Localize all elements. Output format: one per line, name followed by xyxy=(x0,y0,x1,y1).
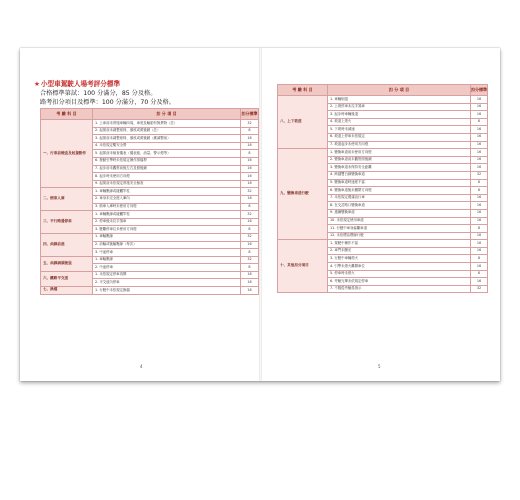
points-cell: 16 xyxy=(471,194,488,202)
points-cell: 16 xyxy=(471,217,488,225)
points-cell: 32 xyxy=(241,120,259,128)
subject-cell: 七、換檔 xyxy=(41,287,93,295)
points-cell: 16 xyxy=(471,149,488,157)
header-points: 扣分標準 xyxy=(471,85,488,96)
book-spread xyxy=(20,48,500,381)
header-subject: 考 驗 科 目 xyxy=(278,85,328,96)
right-scoring-table xyxy=(277,84,488,293)
item-cell: 6. 坡道上停車未依規定 xyxy=(328,133,471,141)
header-item: 扣 分 項 目 xyxy=(328,85,471,96)
points-cell: 16 xyxy=(471,247,488,255)
item-cell: 3. 起駕前未調整座椅、頭枕或照後鏡（應調整前） xyxy=(93,135,241,143)
points-cell: 8 xyxy=(241,203,259,211)
item-cell: 4. 引擎未熄火離開車位 xyxy=(328,263,471,271)
points-cell: 16 xyxy=(471,126,488,134)
star-icon: ★ xyxy=(34,80,40,88)
header-item: 扣 分 項 目 xyxy=(93,109,241,120)
table-row xyxy=(278,96,488,104)
points-cell: 8 xyxy=(241,226,259,234)
item-cell: 8. 在交岔路口變換車道 xyxy=(328,202,471,210)
table-row xyxy=(41,256,259,264)
item-cell: 2. 起駕前未調整座椅、頭枕或照後鏡（註） xyxy=(93,127,241,135)
item-cell: 4. 坡道上熄火 xyxy=(328,118,471,126)
points-cell: 16 xyxy=(471,202,488,210)
points-cell: 8 xyxy=(471,187,488,195)
table-row xyxy=(278,240,488,248)
points-cell: 8 xyxy=(471,270,488,278)
points-cell: 16 xyxy=(241,157,259,165)
item-cell: 8. 起步時未使用方向燈 xyxy=(93,173,241,181)
points-cell: 16 xyxy=(241,271,259,279)
right-page xyxy=(260,48,500,381)
item-cell: 9. 起駕前未依規定實施安全檢查 xyxy=(93,180,241,188)
table-row xyxy=(41,211,259,219)
points-cell: 8 xyxy=(471,255,488,263)
item-cell: 1. 車輛倒退 xyxy=(328,96,471,104)
item-cell: 2. 平交道內停車 xyxy=(93,279,241,287)
item-cell: 5. 停車時未熄火 xyxy=(328,270,471,278)
item-cell: 2. 前輪或後輪壓線（每次） xyxy=(93,241,241,249)
page-number-right: 5 xyxy=(378,364,381,369)
points-cell: 16 xyxy=(241,180,259,188)
item-cell: 5. 變換車道時速度不當 xyxy=(328,179,471,187)
subject-cell: 八、上下坡道 xyxy=(278,96,328,149)
item-cell: 1. 車輛壓線或碰觸竿柱 xyxy=(93,188,241,196)
points-cell: 32 xyxy=(471,171,488,179)
points-cell: 16 xyxy=(471,164,488,172)
points-cell: 32 xyxy=(471,285,488,293)
points-cell: 16 xyxy=(471,240,488,248)
item-cell: 2. 中途停車 xyxy=(93,264,241,272)
points-cell: 16 xyxy=(241,165,259,173)
item-cell: 3. 起步時車輛後退 xyxy=(328,111,471,119)
item-cell: 2. 停車後未拉手煞車 xyxy=(93,218,241,226)
subject-cell: 五、曲線調頭後退 xyxy=(41,256,93,271)
points-cell: 16 xyxy=(471,263,488,271)
table-row xyxy=(41,287,259,295)
points-cell: 16 xyxy=(471,111,488,119)
item-cell: 4. 未依規定繫安全帶 xyxy=(93,142,241,150)
points-cell: 8 xyxy=(241,264,259,272)
points-cell: 8 xyxy=(241,249,259,257)
item-cell: 1. 車輛壓線或碰觸竿柱 xyxy=(93,211,241,219)
item-cell: 7. 不服從考驗員指示 xyxy=(328,285,471,293)
left-page xyxy=(20,48,260,381)
subject-cell: 六、鐵路平交道 xyxy=(41,271,93,286)
item-cell: 2. 車門未關妥 xyxy=(328,247,471,255)
points-cell: 16 xyxy=(471,232,488,240)
points-cell: 16 xyxy=(471,141,488,149)
points-cell: 16 xyxy=(241,142,259,150)
table-row xyxy=(41,188,259,196)
item-cell: 3. 行駛中車輛熄火 xyxy=(328,255,471,263)
item-cell: 1. 車輪壓線 xyxy=(93,256,241,264)
left-scoring-table xyxy=(40,108,259,295)
points-cell: 16 xyxy=(241,241,259,249)
item-cell: 9. 連續變換車道 xyxy=(328,209,471,217)
points-cell: 16 xyxy=(471,209,488,217)
points-cell: 8 xyxy=(241,127,259,135)
subject-cell: 十、其他扣分項目 xyxy=(278,240,328,293)
item-cell: 3. 駛離停車位未使用方向燈 xyxy=(93,226,241,234)
item-cell: 3. 中途停車 xyxy=(93,249,241,257)
item-cell: 7. 未依規定禮讓直行車 xyxy=(328,194,471,202)
subject-cell: 四、曲線前進 xyxy=(41,233,93,256)
header-points: 扣分標準 xyxy=(241,109,259,120)
item-cell: 5. 下坡時未減速 xyxy=(328,126,471,134)
subject-cell: 三、平行路邊停車 xyxy=(41,211,93,234)
item-cell: 3. 倒車入庫時未使用方向燈 xyxy=(93,203,241,211)
page-title-text: 小型車駕駛人場考評分標準 xyxy=(40,80,121,88)
item-cell: 7. 坡道起步未使用方向燈 xyxy=(328,141,471,149)
points-cell: 32 xyxy=(241,211,259,219)
points-cell: 16 xyxy=(241,173,259,181)
item-cell: 1. 變換車道前未使用方向燈 xyxy=(328,149,471,157)
item-cell: 10. 未依規定使用車道 xyxy=(328,217,471,225)
subject-cell: 一、行車前檢查及起駕動作 xyxy=(41,120,93,188)
points-cell: 16 xyxy=(471,96,488,104)
subject-cell: 九、變換車道行駛 xyxy=(278,149,328,240)
table-row xyxy=(41,233,259,241)
standard-line-1: 合格標準第試：100 分滿分，85 分及格。 xyxy=(40,90,157,97)
points-cell: 16 xyxy=(241,195,259,203)
item-cell: 6. 變換車道後未關閉方向燈 xyxy=(328,187,471,195)
points-cell: 16 xyxy=(241,218,259,226)
points-cell: 32 xyxy=(241,233,259,241)
points-cell: 16 xyxy=(471,278,488,286)
standard-line-2: 路考扣分項目及標準：100 分滿分，70 分及格。 xyxy=(40,99,175,106)
table-row xyxy=(278,149,488,157)
points-cell: 16 xyxy=(241,279,259,287)
points-cell: 8 xyxy=(471,225,488,233)
item-cell: 1. 上車前未實施車輛四周、車底及輪胎有無異物（註） xyxy=(93,120,241,128)
item-cell: 5. 起駕前未檢查儀表（儀表板、油量、警示燈等） xyxy=(93,150,241,158)
item-cell: 3. 變換車道未保持安全距離 xyxy=(328,164,471,172)
table-row xyxy=(41,120,259,128)
points-cell: 16 xyxy=(471,103,488,111)
item-cell: 2. 上坡停車未拉手煞車 xyxy=(328,103,471,111)
points-cell: 32 xyxy=(241,188,259,196)
points-cell: 8 xyxy=(471,118,488,126)
points-cell: 8 xyxy=(241,150,259,158)
page-title xyxy=(34,78,120,88)
points-cell: 32 xyxy=(241,256,259,264)
item-cell: 6. 發動引擎時未依規定操作排檔桿 xyxy=(93,157,241,165)
header-subject: 考 驗 科 目 xyxy=(41,109,93,120)
item-cell: 12. 未依標誌標線行駛 xyxy=(328,232,471,240)
subject-cell: 二、倒車入庫 xyxy=(41,188,93,211)
points-cell: 16 xyxy=(241,287,259,295)
points-cell: 8 xyxy=(471,179,488,187)
item-cell: 2. 車身未完全進入庫內 xyxy=(93,195,241,203)
table-row xyxy=(41,271,259,279)
item-cell: 4. 跨越雙白線變換車道 xyxy=(328,171,471,179)
item-cell: 1. 駕駛中操作不當 xyxy=(328,240,471,248)
points-cell: 16 xyxy=(241,135,259,143)
item-cell: 1. 未依規定停車再開 xyxy=(93,271,241,279)
item-cell: 2. 變換車道前未觀察照後鏡 xyxy=(328,156,471,164)
points-cell: 16 xyxy=(471,156,488,164)
item-cell: 7. 起步前未觀察前後左右及照後鏡 xyxy=(93,165,241,173)
item-cell: 1. 行駛中未依規定換檔 xyxy=(93,287,241,295)
page-number-left: 4 xyxy=(140,364,143,369)
item-cell: 6. 考驗完畢未依規定停車 xyxy=(328,278,471,286)
item-cell: 1. 車輪壓線 xyxy=(93,233,241,241)
item-cell: 11. 行駛中車身偏離車道 xyxy=(328,225,471,233)
points-cell: 16 xyxy=(471,133,488,141)
